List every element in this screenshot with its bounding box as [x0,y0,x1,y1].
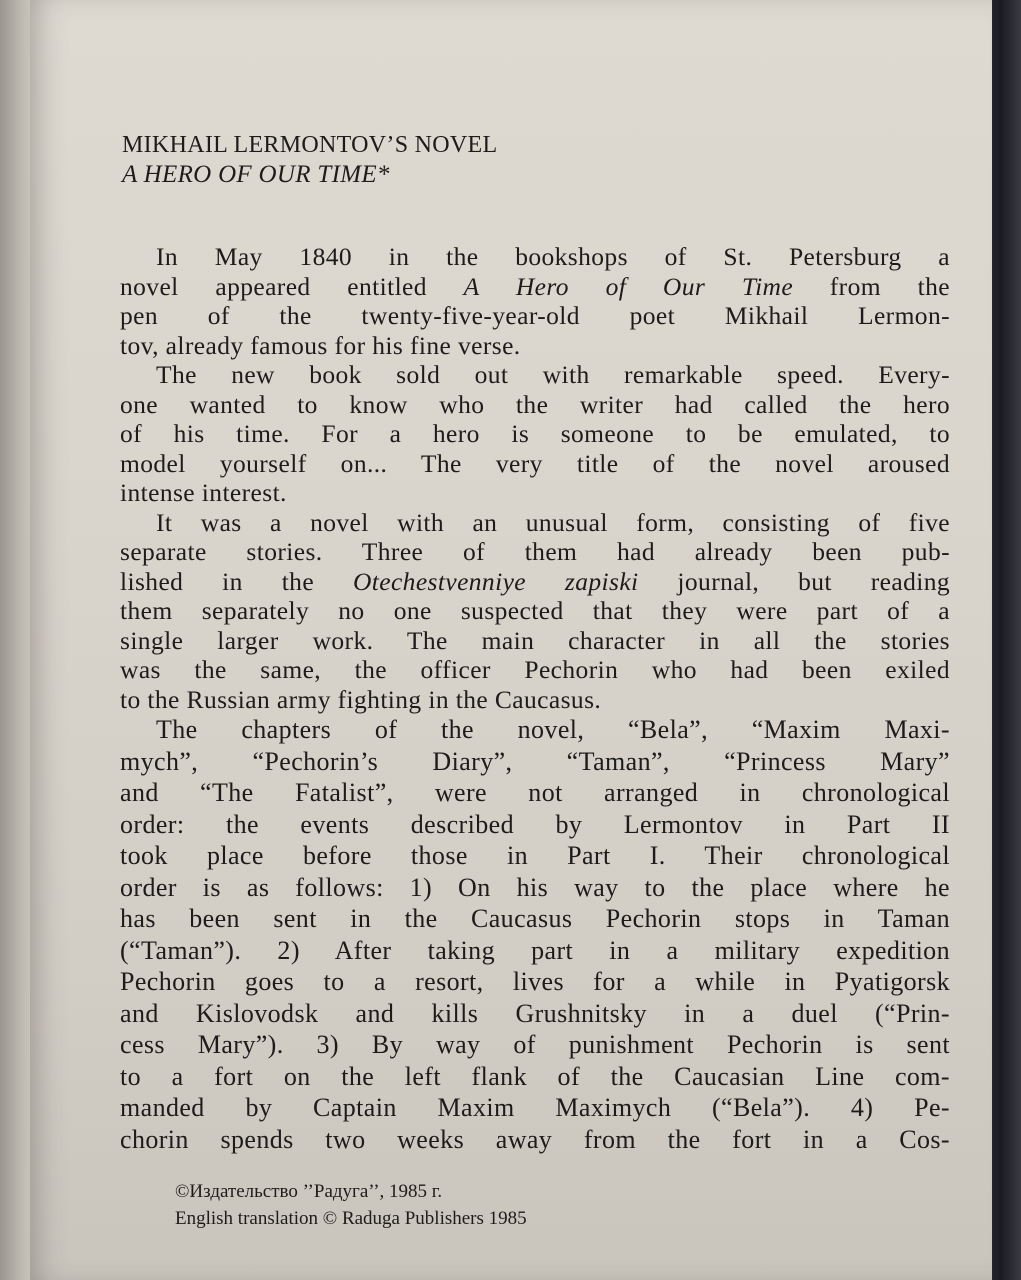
book-edge [987,0,1021,1280]
text-line: pen of the twenty-five-year-old poet Mikhail Lermon- [120,301,950,330]
copyright-notice [175,1178,527,1232]
text-line: Pechorin goes to a resort, lives for a while in Pyatigorsk [120,967,950,996]
text-line: and Kislovodsk and kills Grushnitsky in a duel (“Prin- [120,998,950,1028]
copyright-russian: ©Издательство ’’Радуга’’, 1985 г. [175,1181,443,1202]
heading-title-line: A HERO OF OUR TIME* [122,161,390,188]
text-line: order is as follows: 1) On his way to the place where he [120,872,950,902]
text-line: was the same, the officer Pechorin who had been exiled [120,655,950,684]
text-line: one wanted to know who the writer had called the hero [120,389,950,419]
text-line: (“Taman”). 2) After taking part in a military expedition [120,935,950,965]
body-text [120,242,950,1155]
text-line: to the Russian army fighting in the Caucasus. [120,684,602,714]
text-line: The new book sold out with remarkable speed. Every- [156,360,950,389]
text-line: model yourself on... The very title of the novel aroused [120,448,950,478]
text-line: novel appeared entitled A Hero of Our Time from the [120,271,950,301]
text-line: chorin spends two weeks away from the fort in a Cos- [120,1124,950,1154]
copyright-english: English translation © Raduga Publishers 1985 [175,1208,527,1229]
paragraph-3 [120,508,950,715]
book-page [30,0,992,1280]
text-line: cess Mary”). 3) By way of punishment Pechorin is sent [120,1030,950,1059]
text-line: intense interest. [120,478,287,507]
text-line: lished in the Otechestvenniye zapiski journal, but reading [120,566,951,596]
text-line: The chapters of the novel, “Bela”, “Maxim Maxi- [156,715,950,744]
paragraph-4 [120,714,950,1155]
chapter-heading [122,130,882,190]
text-line: In May 1840 in the bookshops of St. Petersburg a [156,242,950,271]
text-line: order: the events described by Lermontov in Part II [120,809,950,839]
paragraph-1 [120,242,950,360]
text-line: them separately no one suspected that they were part of a [120,596,950,625]
text-line: to a fort on the left flank of the Caucasian Line com- [120,1061,950,1091]
text-line: tov, already famous for his fine verse. [120,330,521,360]
text-line: has been sent in the Caucasus Pechorin stops in Taman [120,904,950,933]
heading-author-line: MIKHAIL LERMONTOV’S NOVEL [122,132,498,158]
text-line: separate stories. Three of them had already been pub- [120,537,950,566]
text-line: mych”, “Pechorin’s Diary”, “Taman”, “Princess Mary” [120,746,950,776]
text-line: It was a novel with an unusual form, consisting of five [156,507,950,537]
text-line: manded by Captain Maxim Maximych (“Bela”). 4) Pe- [120,1093,950,1122]
text-line: of his time. For a hero is someone to be emulated, to [120,419,950,448]
paragraph-2 [120,360,950,508]
text-line: took place before those in Part I. Their chronological [120,841,950,870]
text-line: single larger work. The main character in all the stories [120,625,950,655]
text-line: and “The Fatalist”, were not arranged in chronological [120,778,950,807]
